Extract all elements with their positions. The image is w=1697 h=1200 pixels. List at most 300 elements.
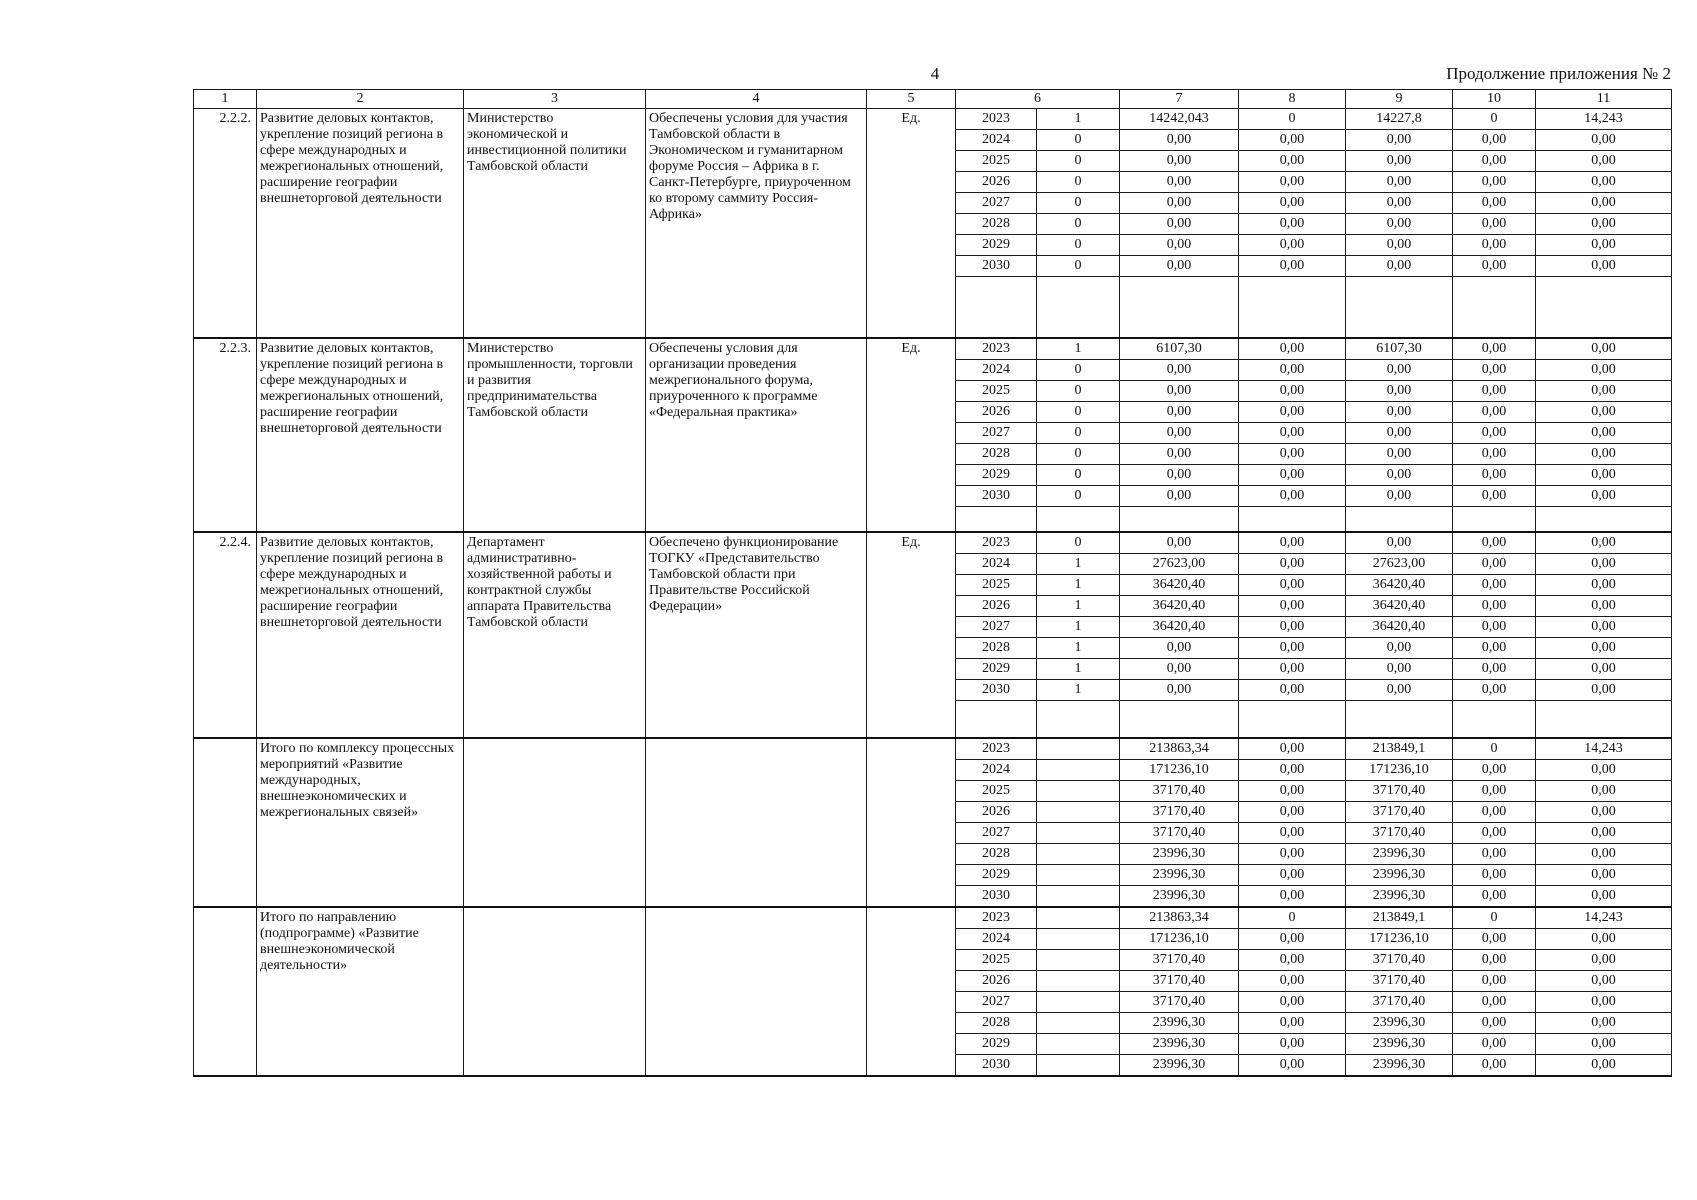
total-funding-cell: 37170,40: [1120, 950, 1239, 971]
spacer-cell: [1536, 701, 1672, 739]
spacer-cell: [1453, 701, 1536, 739]
local-budget-cell: 0,00: [1453, 338, 1536, 360]
year-cell: 2028: [956, 844, 1037, 865]
year-cell: 2026: [956, 596, 1037, 617]
total-funding-cell: 37170,40: [1120, 823, 1239, 844]
indicator-value-cell: 0: [1037, 465, 1120, 486]
regional-budget-cell: 0,00: [1346, 659, 1453, 680]
total-process-complex-responsible-executor: [464, 738, 646, 907]
year-cell: 2029: [956, 235, 1037, 256]
total-funding-cell: 0,00: [1120, 659, 1239, 680]
extrabudgetary-cell: 0,00: [1536, 1013, 1672, 1034]
indicator-value-cell: [1037, 1055, 1120, 1077]
column-number-7: 7: [1120, 90, 1239, 109]
total-funding-cell: 23996,30: [1120, 865, 1239, 886]
regional-budget-cell: 0,00: [1346, 130, 1453, 151]
total-funding-cell: 0,00: [1120, 638, 1239, 659]
total-funding-cell: 0,00: [1120, 172, 1239, 193]
extrabudgetary-cell: 0,00: [1536, 235, 1672, 256]
indicator-value-cell: 0: [1037, 235, 1120, 256]
spacer-cell: [1239, 277, 1346, 339]
spacer-cell: [956, 701, 1037, 739]
federal-budget-cell: 0,00: [1239, 423, 1346, 444]
indicator-value-cell: 0: [1037, 486, 1120, 507]
spacer-cell: [1120, 507, 1239, 533]
total-funding-cell: 0,00: [1120, 423, 1239, 444]
federal-budget-cell: 0,00: [1239, 214, 1346, 235]
total-funding-cell: 23996,30: [1120, 1013, 1239, 1034]
federal-budget-cell: 0,00: [1239, 402, 1346, 423]
extrabudgetary-cell: 0,00: [1536, 929, 1672, 950]
regional-budget-cell: 23996,30: [1346, 865, 1453, 886]
local-budget-cell: 0,00: [1453, 575, 1536, 596]
regional-budget-cell: 37170,40: [1346, 992, 1453, 1013]
year-cell: 2028: [956, 444, 1037, 465]
federal-budget-cell: 0,00: [1239, 738, 1346, 760]
regional-budget-cell: 0,00: [1346, 151, 1453, 172]
regional-budget-cell: 37170,40: [1346, 971, 1453, 992]
budget-table: [193, 89, 1672, 1077]
local-budget-cell: 0,00: [1453, 844, 1536, 865]
total-funding-cell: 23996,30: [1120, 844, 1239, 865]
extrabudgetary-cell: 0,00: [1536, 214, 1672, 235]
regional-budget-cell: 213849,1: [1346, 738, 1453, 760]
year-cell: 2026: [956, 402, 1037, 423]
year-cell: 2023: [956, 738, 1037, 760]
local-budget-cell: 0,00: [1453, 823, 1536, 844]
appendix-continuation-label: Продолжение приложения № 2: [1446, 64, 1671, 83]
regional-budget-cell: 23996,30: [1346, 1034, 1453, 1055]
regional-budget-cell: 0,00: [1346, 381, 1453, 402]
column-number-9: 9: [1346, 90, 1453, 109]
year-cell: 2026: [956, 172, 1037, 193]
regional-budget-cell: 37170,40: [1346, 781, 1453, 802]
extrabudgetary-cell: 0,00: [1536, 532, 1672, 554]
extrabudgetary-cell: 0,00: [1536, 151, 1672, 172]
column-number-1: 1: [194, 90, 257, 109]
indicator-value-cell: 0: [1037, 532, 1120, 554]
spacer-cell: [1239, 701, 1346, 739]
indicator-value-cell: 0: [1037, 193, 1120, 214]
column-number-row: [194, 90, 1672, 109]
year-cell: 2029: [956, 465, 1037, 486]
total-subprogram-responsible-executor: [464, 907, 646, 1076]
total-funding-cell: 36420,40: [1120, 575, 1239, 596]
local-budget-cell: 0,00: [1453, 465, 1536, 486]
federal-budget-cell: 0,00: [1239, 638, 1346, 659]
total-process-complex-expected-result: [646, 738, 867, 907]
total-subprogram-measure-name: Итого по направлению (подпрограмме) «Развитие внешнеэкономической деятельности»: [257, 907, 464, 1076]
indicator-value-cell: 1: [1037, 680, 1120, 701]
federal-budget-cell: 0,00: [1239, 465, 1346, 486]
extrabudgetary-cell: 0,00: [1536, 193, 1672, 214]
total-subprogram-measurement-unit: [867, 907, 956, 1076]
measure-2-2-4-measure-name: Развитие деловых контактов, укрепление позиций региона в сфере международных и межрегиональных отношений, расширение географии внешнеторговой деятельности: [257, 532, 464, 738]
spacer-cell: [1346, 507, 1453, 533]
extrabudgetary-cell: 0,00: [1536, 659, 1672, 680]
federal-budget-cell: 0: [1239, 907, 1346, 929]
federal-budget-cell: 0,00: [1239, 929, 1346, 950]
local-budget-cell: 0,00: [1453, 865, 1536, 886]
total-funding-cell: 36420,40: [1120, 617, 1239, 638]
local-budget-cell: 0,00: [1453, 638, 1536, 659]
indicator-value-cell: 0: [1037, 172, 1120, 193]
total-funding-cell: 0,00: [1120, 680, 1239, 701]
extrabudgetary-cell: 0,00: [1536, 172, 1672, 193]
federal-budget-cell: 0,00: [1239, 360, 1346, 381]
total-funding-cell: 0,00: [1120, 235, 1239, 256]
local-budget-cell: 0,00: [1453, 423, 1536, 444]
extrabudgetary-cell: 0,00: [1536, 823, 1672, 844]
federal-budget-cell: 0,00: [1239, 130, 1346, 151]
year-cell: 2026: [956, 802, 1037, 823]
total-funding-cell: 23996,30: [1120, 886, 1239, 908]
extrabudgetary-cell: 0,00: [1536, 423, 1672, 444]
indicator-value-cell: 0: [1037, 256, 1120, 277]
regional-budget-cell: 14227,8: [1346, 109, 1453, 130]
table-row: [194, 338, 1672, 360]
indicator-value-cell: [1037, 823, 1120, 844]
extrabudgetary-cell: 0,00: [1536, 256, 1672, 277]
local-budget-cell: 0,00: [1453, 680, 1536, 701]
measure-2-2-2-responsible-executor: Министерство экономической и инвестиционной политики Тамбовской области: [464, 109, 646, 339]
year-cell: 2025: [956, 381, 1037, 402]
column-number-4: 4: [646, 90, 867, 109]
year-cell: 2024: [956, 929, 1037, 950]
extrabudgetary-cell: 0,00: [1536, 865, 1672, 886]
extrabudgetary-cell: 14,243: [1536, 907, 1672, 929]
year-cell: 2030: [956, 680, 1037, 701]
spacer-cell: [1346, 701, 1453, 739]
table-row: [194, 532, 1672, 554]
measure-2-2-4-expected-result: Обеспечено функционирование ТОГКУ «Представительство Тамбовской области при Правительстве Российской Федерации»: [646, 532, 867, 738]
federal-budget-cell: 0,00: [1239, 886, 1346, 908]
federal-budget-cell: 0,00: [1239, 596, 1346, 617]
extrabudgetary-cell: 0,00: [1536, 1034, 1672, 1055]
measure-2-2-2-expected-result: Обеспечены условия для участия Тамбовской области в Экономическом и гуманитарном форуме Россия – Африка в г. Санкт-Петербурге, приуроченном ко второму саммиту Россия-Африка»: [646, 109, 867, 339]
total-funding-cell: 0,00: [1120, 402, 1239, 423]
total-funding-cell: 0,00: [1120, 214, 1239, 235]
extrabudgetary-cell: 0,00: [1536, 950, 1672, 971]
spacer-cell: [1120, 701, 1239, 739]
regional-budget-cell: 27623,00: [1346, 554, 1453, 575]
measure-2-2-4-measure-code: 2.2.4.: [194, 532, 257, 738]
local-budget-cell: 0,00: [1453, 596, 1536, 617]
indicator-value-cell: [1037, 950, 1120, 971]
total-funding-cell: 0,00: [1120, 360, 1239, 381]
total-funding-cell: 36420,40: [1120, 596, 1239, 617]
spacer-cell: [1453, 277, 1536, 339]
year-cell: 2027: [956, 423, 1037, 444]
indicator-value-cell: [1037, 907, 1120, 929]
federal-budget-cell: 0,00: [1239, 575, 1346, 596]
regional-budget-cell: 171236,10: [1346, 929, 1453, 950]
indicator-value-cell: [1037, 1013, 1120, 1034]
year-cell: 2025: [956, 151, 1037, 172]
indicator-value-cell: 1: [1037, 638, 1120, 659]
year-cell: 2029: [956, 865, 1037, 886]
year-cell: 2024: [956, 760, 1037, 781]
spacer-cell: [1239, 507, 1346, 533]
extrabudgetary-cell: 0,00: [1536, 1055, 1672, 1077]
total-funding-cell: 0,00: [1120, 465, 1239, 486]
total-funding-cell: 6107,30: [1120, 338, 1239, 360]
spacer-cell: [1120, 277, 1239, 339]
extrabudgetary-cell: 0,00: [1536, 402, 1672, 423]
column-number-3: 3: [464, 90, 646, 109]
federal-budget-cell: 0,00: [1239, 381, 1346, 402]
extrabudgetary-cell: 0,00: [1536, 971, 1672, 992]
extrabudgetary-cell: 0,00: [1536, 575, 1672, 596]
regional-budget-cell: 23996,30: [1346, 1013, 1453, 1034]
year-cell: 2030: [956, 886, 1037, 908]
regional-budget-cell: 37170,40: [1346, 950, 1453, 971]
total-funding-cell: 0,00: [1120, 151, 1239, 172]
federal-budget-cell: 0,00: [1239, 151, 1346, 172]
federal-budget-cell: 0,00: [1239, 971, 1346, 992]
federal-budget-cell: 0,00: [1239, 235, 1346, 256]
total-funding-cell: 23996,30: [1120, 1034, 1239, 1055]
federal-budget-cell: 0,00: [1239, 1034, 1346, 1055]
total-funding-cell: 213863,34: [1120, 738, 1239, 760]
measure-2-2-4-responsible-executor: Департамент административно-хозяйственной работы и контрактной службы аппарата Правительства Тамбовской области: [464, 532, 646, 738]
total-funding-cell: 0,00: [1120, 486, 1239, 507]
local-budget-cell: 0,00: [1453, 360, 1536, 381]
local-budget-cell: 0,00: [1453, 659, 1536, 680]
measure-2-2-3-measure-name: Развитие деловых контактов, укрепление позиций региона в сфере международных и межрегиональных отношений, расширение географии внешнеторговой деятельности: [257, 338, 464, 532]
spacer-cell: [1037, 277, 1120, 339]
total-funding-cell: 171236,10: [1120, 760, 1239, 781]
column-number-11: 11: [1536, 90, 1672, 109]
local-budget-cell: 0,00: [1453, 381, 1536, 402]
year-cell: 2027: [956, 992, 1037, 1013]
regional-budget-cell: 36420,40: [1346, 575, 1453, 596]
year-cell: 2030: [956, 486, 1037, 507]
total-funding-cell: 0,00: [1120, 532, 1239, 554]
federal-budget-cell: 0,00: [1239, 1013, 1346, 1034]
year-cell: 2024: [956, 130, 1037, 151]
federal-budget-cell: 0,00: [1239, 338, 1346, 360]
local-budget-cell: 0,00: [1453, 402, 1536, 423]
indicator-value-cell: [1037, 886, 1120, 908]
total-funding-cell: 0,00: [1120, 256, 1239, 277]
indicator-value-cell: 0: [1037, 130, 1120, 151]
indicator-value-cell: [1037, 929, 1120, 950]
measure-2-2-3-expected-result: Обеспечены условия для организации проведения межрегионального форума, приуроченного к программе «Федеральная практика»: [646, 338, 867, 532]
total-subprogram-expected-result: [646, 907, 867, 1076]
local-budget-cell: 0,00: [1453, 130, 1536, 151]
regional-budget-cell: 0,00: [1346, 444, 1453, 465]
regional-budget-cell: 37170,40: [1346, 823, 1453, 844]
total-funding-cell: 0,00: [1120, 444, 1239, 465]
local-budget-cell: 0,00: [1453, 781, 1536, 802]
indicator-value-cell: 0: [1037, 360, 1120, 381]
total-subprogram-measure-code: [194, 907, 257, 1076]
regional-budget-cell: 0,00: [1346, 256, 1453, 277]
indicator-value-cell: [1037, 781, 1120, 802]
indicator-value-cell: 0: [1037, 423, 1120, 444]
federal-budget-cell: 0,00: [1239, 760, 1346, 781]
federal-budget-cell: 0,00: [1239, 680, 1346, 701]
year-cell: 2027: [956, 617, 1037, 638]
extrabudgetary-cell: 0,00: [1536, 486, 1672, 507]
extrabudgetary-cell: 0,00: [1536, 638, 1672, 659]
regional-budget-cell: 0,00: [1346, 465, 1453, 486]
indicator-value-cell: 1: [1037, 554, 1120, 575]
indicator-value-cell: [1037, 760, 1120, 781]
measure-2-2-3-measurement-unit: Ед.: [867, 338, 956, 532]
indicator-value-cell: [1037, 1034, 1120, 1055]
year-cell: 2023: [956, 907, 1037, 929]
regional-budget-cell: 213849,1: [1346, 907, 1453, 929]
year-cell: 2028: [956, 638, 1037, 659]
extrabudgetary-cell: 0,00: [1536, 130, 1672, 151]
local-budget-cell: 0,00: [1453, 971, 1536, 992]
total-funding-cell: 171236,10: [1120, 929, 1239, 950]
extrabudgetary-cell: 0,00: [1536, 781, 1672, 802]
total-funding-cell: 213863,34: [1120, 907, 1239, 929]
local-budget-cell: 0,00: [1453, 554, 1536, 575]
local-budget-cell: 0,00: [1453, 444, 1536, 465]
regional-budget-cell: 0,00: [1346, 423, 1453, 444]
table-row: [194, 907, 1672, 929]
year-cell: 2030: [956, 1055, 1037, 1077]
regional-budget-cell: 23996,30: [1346, 1055, 1453, 1077]
indicator-value-cell: [1037, 865, 1120, 886]
year-cell: 2029: [956, 659, 1037, 680]
total-funding-cell: 37170,40: [1120, 781, 1239, 802]
local-budget-cell: 0,00: [1453, 256, 1536, 277]
indicator-value-cell: 0: [1037, 151, 1120, 172]
federal-budget-cell: 0,00: [1239, 532, 1346, 554]
regional-budget-cell: 171236,10: [1346, 760, 1453, 781]
local-budget-cell: 0,00: [1453, 486, 1536, 507]
local-budget-cell: 0: [1453, 109, 1536, 130]
year-cell: 2030: [956, 256, 1037, 277]
regional-budget-cell: 23996,30: [1346, 844, 1453, 865]
federal-budget-cell: 0,00: [1239, 659, 1346, 680]
spacer-cell: [1037, 507, 1120, 533]
federal-budget-cell: 0,00: [1239, 844, 1346, 865]
indicator-value-cell: [1037, 971, 1120, 992]
indicator-value-cell: [1037, 802, 1120, 823]
regional-budget-cell: 6107,30: [1346, 338, 1453, 360]
extrabudgetary-cell: 0,00: [1536, 444, 1672, 465]
regional-budget-cell: 0,00: [1346, 360, 1453, 381]
indicator-value-cell: 1: [1037, 596, 1120, 617]
federal-budget-cell: 0,00: [1239, 172, 1346, 193]
extrabudgetary-cell: 0,00: [1536, 465, 1672, 486]
measure-2-2-3-measure-code: 2.2.3.: [194, 338, 257, 532]
spacer-cell: [1346, 277, 1453, 339]
indicator-value-cell: 1: [1037, 659, 1120, 680]
federal-budget-cell: 0,00: [1239, 444, 1346, 465]
federal-budget-cell: 0,00: [1239, 1055, 1346, 1077]
measure-2-2-2-measurement-unit: Ед.: [867, 109, 956, 339]
total-funding-cell: 0,00: [1120, 193, 1239, 214]
federal-budget-cell: 0,00: [1239, 865, 1346, 886]
local-budget-cell: 0,00: [1453, 760, 1536, 781]
regional-budget-cell: 36420,40: [1346, 596, 1453, 617]
total-funding-cell: 37170,40: [1120, 971, 1239, 992]
column-number-10: 10: [1453, 90, 1536, 109]
extrabudgetary-cell: 0,00: [1536, 760, 1672, 781]
total-funding-cell: 37170,40: [1120, 802, 1239, 823]
extrabudgetary-cell: 0,00: [1536, 617, 1672, 638]
table-row: [194, 738, 1672, 760]
regional-budget-cell: 0,00: [1346, 235, 1453, 256]
extrabudgetary-cell: 0,00: [1536, 338, 1672, 360]
extrabudgetary-cell: 14,243: [1536, 738, 1672, 760]
spacer-cell: [956, 277, 1037, 339]
federal-budget-cell: 0,00: [1239, 554, 1346, 575]
federal-budget-cell: 0,00: [1239, 617, 1346, 638]
indicator-value-cell: 1: [1037, 575, 1120, 596]
indicator-value-cell: [1037, 738, 1120, 760]
local-budget-cell: 0,00: [1453, 802, 1536, 823]
regional-budget-cell: 0,00: [1346, 638, 1453, 659]
indicator-value-cell: 1: [1037, 338, 1120, 360]
federal-budget-cell: 0: [1239, 109, 1346, 130]
local-budget-cell: 0,00: [1453, 617, 1536, 638]
extrabudgetary-cell: 0,00: [1536, 680, 1672, 701]
regional-budget-cell: 0,00: [1346, 172, 1453, 193]
local-budget-cell: 0,00: [1453, 532, 1536, 554]
federal-budget-cell: 0,00: [1239, 193, 1346, 214]
local-budget-cell: 0,00: [1453, 886, 1536, 908]
extrabudgetary-cell: 0,00: [1536, 802, 1672, 823]
table-row: [194, 109, 1672, 130]
year-cell: 2024: [956, 554, 1037, 575]
year-cell: 2026: [956, 971, 1037, 992]
column-number-8: 8: [1239, 90, 1346, 109]
local-budget-cell: 0,00: [1453, 992, 1536, 1013]
year-cell: 2023: [956, 109, 1037, 130]
local-budget-cell: 0: [1453, 907, 1536, 929]
federal-budget-cell: 0,00: [1239, 823, 1346, 844]
total-funding-cell: 0,00: [1120, 130, 1239, 151]
local-budget-cell: 0,00: [1453, 1034, 1536, 1055]
local-budget-cell: 0,00: [1453, 929, 1536, 950]
indicator-value-cell: [1037, 992, 1120, 1013]
spacer-cell: [1037, 701, 1120, 739]
regional-budget-cell: 0,00: [1346, 402, 1453, 423]
local-budget-cell: 0,00: [1453, 1055, 1536, 1077]
year-cell: 2027: [956, 193, 1037, 214]
local-budget-cell: 0,00: [1453, 950, 1536, 971]
federal-budget-cell: 0,00: [1239, 802, 1346, 823]
column-number-6: 6: [956, 90, 1120, 109]
spacer-cell: [1536, 277, 1672, 339]
year-cell: 2025: [956, 781, 1037, 802]
total-funding-cell: 23996,30: [1120, 1055, 1239, 1077]
spacer-cell: [956, 507, 1037, 533]
extrabudgetary-cell: 0,00: [1536, 381, 1672, 402]
total-funding-cell: 0,00: [1120, 381, 1239, 402]
regional-budget-cell: 0,00: [1346, 486, 1453, 507]
federal-budget-cell: 0,00: [1239, 486, 1346, 507]
indicator-value-cell: 1: [1037, 109, 1120, 130]
year-cell: 2029: [956, 1034, 1037, 1055]
extrabudgetary-cell: 0,00: [1536, 360, 1672, 381]
indicator-value-cell: 0: [1037, 444, 1120, 465]
regional-budget-cell: 0,00: [1346, 532, 1453, 554]
federal-budget-cell: 0,00: [1239, 992, 1346, 1013]
indicator-value-cell: 0: [1037, 214, 1120, 235]
regional-budget-cell: 0,00: [1346, 214, 1453, 235]
local-budget-cell: 0: [1453, 738, 1536, 760]
total-process-complex-measure-name: Итого по комплексу процессных мероприятий «Развитие международных, внешнеэкономических и межрегиональных связей»: [257, 738, 464, 907]
